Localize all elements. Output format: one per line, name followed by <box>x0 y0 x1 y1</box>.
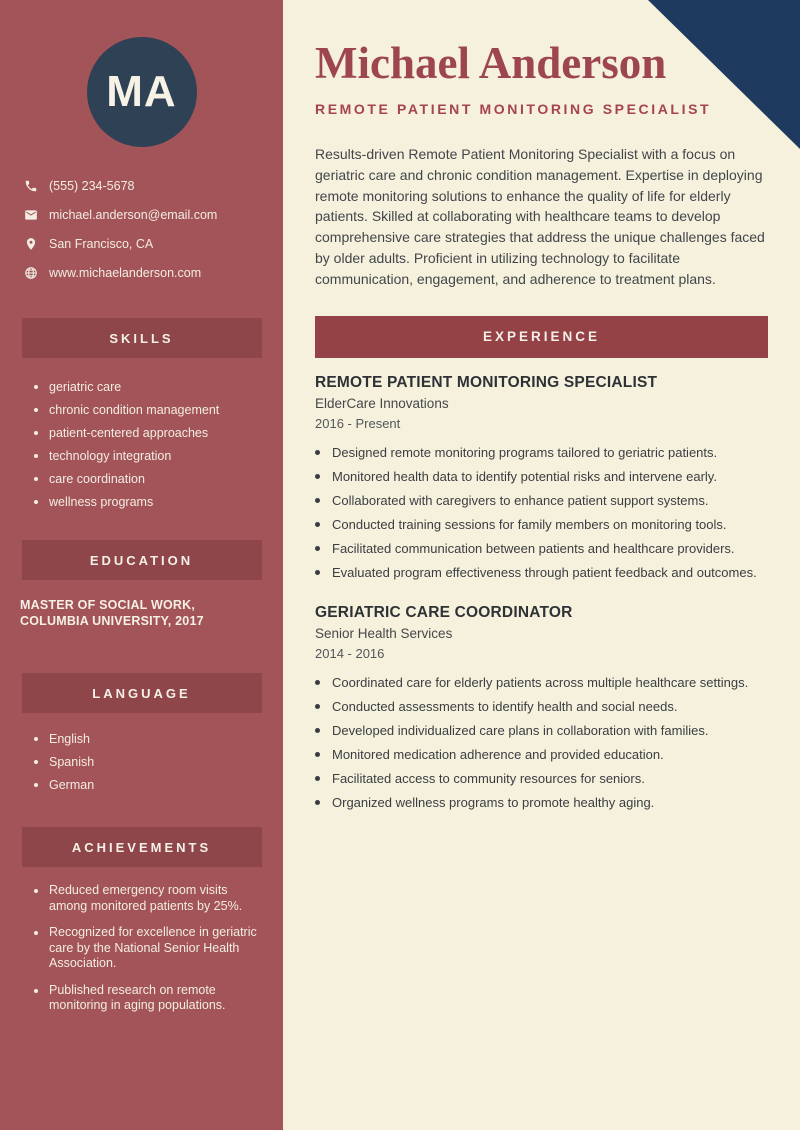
bullet-dot-icon <box>315 704 320 709</box>
job-bullet <box>315 698 768 716</box>
job-bullet-list <box>315 674 768 812</box>
job-bullet-text: Collaborated with caregivers to enhance patient support systems. <box>332 493 709 509</box>
bullet-dot-icon <box>315 752 320 757</box>
job-bullet <box>315 722 768 740</box>
bullet-dot-icon <box>34 500 38 504</box>
contact-website <box>24 265 265 281</box>
bullet-dot-icon <box>34 454 38 458</box>
skill-label: wellness programs <box>49 495 154 509</box>
job-bullet <box>315 794 768 812</box>
bullet-dot-icon <box>315 522 320 527</box>
experience-job <box>315 373 768 582</box>
job-title: GERIATRIC CARE COORDINATOR <box>315 603 573 621</box>
job-bullet <box>315 492 768 510</box>
achievement-text: Published research on remote monitoring in aging populations. <box>49 982 226 1012</box>
language-label: English <box>49 732 90 746</box>
email-value: michael.anderson@email.com <box>49 208 218 222</box>
skill-item <box>34 425 263 441</box>
job-bullet <box>315 564 768 582</box>
language-section-header <box>22 673 262 713</box>
job-company: Senior Health Services <box>315 625 453 641</box>
language-heading: LANGUAGE <box>92 685 191 701</box>
bullet-dot-icon <box>315 728 320 733</box>
job-bullet-text: Monitored health data to identify potential risks and intervene early. <box>332 469 717 485</box>
job-bullet <box>315 674 768 692</box>
job-bullet <box>315 770 768 788</box>
job-bullet <box>315 540 768 558</box>
contact-email <box>24 207 265 223</box>
language-label: Spanish <box>49 755 95 769</box>
phone-value: (555) 234-5678 <box>49 179 135 193</box>
skill-label: chronic condition management <box>49 403 220 417</box>
job-bullet-text: Organized wellness programs to promote healthy aging. <box>332 795 655 811</box>
achievements-section-header <box>22 827 262 867</box>
skill-label: patient-centered approaches <box>49 426 209 440</box>
bullet-dot-icon <box>34 477 38 481</box>
skills-heading: SKILLS <box>109 330 174 346</box>
job-bullet-text: Evaluated program effectiveness through patient feedback and outcomes. <box>332 565 757 581</box>
bullet-dot-icon <box>34 889 38 893</box>
skill-item <box>34 494 263 510</box>
job-bullet-text: Facilitated access to community resources for seniors. <box>332 771 645 787</box>
skill-item <box>34 448 263 464</box>
skill-label: geriatric care <box>49 380 122 394</box>
bullet-dot-icon <box>315 450 320 455</box>
job-dates: 2016 - Present <box>315 415 401 431</box>
contact-phone <box>24 178 265 194</box>
experience-job <box>315 603 768 812</box>
bullet-dot-icon <box>34 989 38 993</box>
bullet-dot-icon <box>34 783 38 787</box>
location-value: San Francisco, CA <box>49 237 154 251</box>
job-bullet-text: Coordinated care for elderly patients across multiple healthcare settings. <box>332 675 749 691</box>
main-content <box>283 0 800 1130</box>
phone-icon <box>24 179 38 193</box>
achievement-text: Recognized for excellence in geriatric care by the National Senior Health Association. <box>49 925 257 970</box>
location-pin-icon <box>24 237 38 251</box>
achievement-text: Reduced emergency room visits among monitored patients by 25%. <box>49 883 243 913</box>
globe-icon <box>24 266 38 280</box>
bullet-dot-icon <box>315 474 320 479</box>
bullet-dot-icon <box>315 546 320 551</box>
profile-summary: Results-driven Remote Patient Monitoring Specialist with a focus on geriatric care and chronic condition management. Expertise in deploying remote monitoring solutions to enhance the quality of life for elderly patients. Skilled at collaborating with healthcare teams to develop comprehensive care strategies that address the unique challenges faced by older adults. Proficient in utilizing technology to facilitate communication, engagement, and adherence to treatment plans. <box>315 146 765 287</box>
language-item <box>34 754 263 770</box>
achievement-item <box>34 925 263 972</box>
page-title: Michael Anderson <box>315 38 667 88</box>
language-item <box>34 731 263 747</box>
education-section-header <box>22 540 262 580</box>
job-bullet-text: Designed remote monitoring programs tailored to geriatric patients. <box>332 445 718 461</box>
bullet-dot-icon <box>315 570 320 575</box>
job-bullet <box>315 444 768 462</box>
bullet-dot-icon <box>34 760 38 764</box>
job-bullet-text: Conducted assessments to identify health and social needs. <box>332 699 678 715</box>
job-company: ElderCare Innovations <box>315 395 449 411</box>
achievements-list <box>0 883 283 1014</box>
skills-list <box>0 379 283 510</box>
contact-location <box>24 236 265 252</box>
bullet-dot-icon <box>315 498 320 503</box>
skill-label: care coordination <box>49 472 145 486</box>
job-bullet <box>315 516 768 534</box>
experience-section-header <box>315 316 768 358</box>
language-item <box>34 777 263 793</box>
education-heading: EDUCATION <box>89 552 194 568</box>
job-bullet <box>315 746 768 764</box>
bullet-dot-icon <box>34 431 38 435</box>
skill-item <box>34 402 263 418</box>
achievement-item <box>34 883 263 914</box>
avatar-initials: MA <box>106 67 177 116</box>
bullet-dot-icon <box>34 408 38 412</box>
bullet-dot-icon <box>34 737 38 741</box>
skills-section-header <box>22 318 262 358</box>
bullet-dot-icon <box>315 680 320 685</box>
achievement-item <box>34 983 263 1014</box>
skill-label: technology integration <box>49 449 172 463</box>
bullet-dot-icon <box>315 776 320 781</box>
job-bullet-text: Facilitated communication between patients and healthcare providers. <box>332 541 735 557</box>
job-bullet-text: Developed individualized care plans in collaboration with families. <box>332 723 709 739</box>
contact-list <box>0 178 283 281</box>
job-bullet <box>315 468 768 486</box>
experience-jobs <box>315 373 768 812</box>
language-list <box>0 731 283 793</box>
job-bullet-text: Conducted training sessions for family members on monitoring tools. <box>332 517 727 533</box>
bullet-dot-icon <box>34 385 38 389</box>
email-icon <box>24 208 38 222</box>
skill-item <box>34 471 263 487</box>
avatar <box>87 37 197 147</box>
language-label: German <box>49 778 95 792</box>
sidebar <box>0 0 283 1130</box>
job-dates: 2014 - 2016 <box>315 645 385 661</box>
education-degree: MASTER OF SOCIAL WORK, COLUMBIA UNIVERSITY, 2017 <box>20 598 204 628</box>
professional-title: REMOTE PATIENT MONITORING SPECIALIST <box>315 101 712 117</box>
website-value: www.michaelanderson.com <box>49 266 202 280</box>
job-title: REMOTE PATIENT MONITORING SPECIALIST <box>315 373 658 391</box>
bullet-dot-icon <box>315 800 320 805</box>
job-bullet-text: Monitored medication adherence and provided education. <box>332 747 664 763</box>
job-bullet-list <box>315 444 768 582</box>
achievements-heading: ACHIEVEMENTS <box>71 839 212 855</box>
bullet-dot-icon <box>34 931 38 935</box>
experience-heading: EXPERIENCE <box>482 329 601 345</box>
skill-item <box>34 379 263 395</box>
